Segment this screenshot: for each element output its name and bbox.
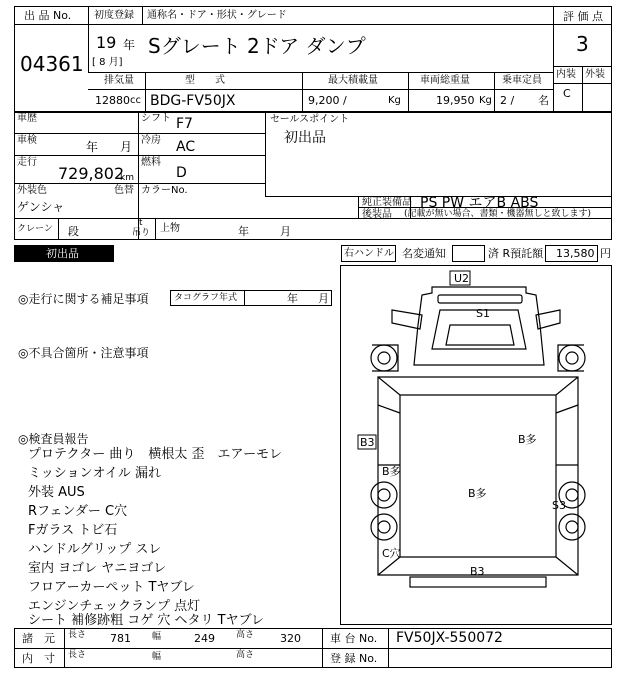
upper-year: 年 [238,225,249,238]
reg-no-label: 登 録 No. [330,652,378,665]
height-value: 320 [280,632,301,645]
capacity-unit: 名 [538,94,549,107]
inspector-line: 室内 ヨゴレ ヤニヨゴレ [28,561,167,576]
mileage-unit: km [120,173,134,183]
mark-b-many-center: B多 [468,487,487,500]
tachograph-year: 年 [287,292,298,305]
name-change-box [452,245,485,262]
reg-year-unit: 年 [123,38,136,52]
interior-dims-label: 内 寸 [22,652,55,665]
model-code: BDG-FV50JX [150,93,236,109]
shift-value: F7 [176,116,193,132]
sales-point-label: セールスポイント [270,114,350,125]
tachograph-label: タコグラフ年式 [174,293,238,303]
shift-label: シフト [141,113,171,124]
first-listing-text: 初出品 [46,247,79,260]
length-label: 長さ [68,650,87,660]
crane-hang: 吊り [132,228,151,238]
model-code-label: 型 式 [185,75,225,86]
mileage-value: 729,802 [58,164,125,183]
history-label: 車歴 [17,113,37,124]
inspector-label: ◎検査員報告 [18,432,89,446]
mark-s3: S3 [552,499,566,512]
displacement-unit: cc [130,95,141,106]
model-name-label: 通称名・ドア・形状・グレード [147,10,287,21]
truck-diagram [340,265,612,625]
gross-weight-label: 車両総重量 [420,75,470,86]
gross-weight-value: 19,950 [436,94,475,107]
reg-month: [ 8 月] [92,57,123,68]
reg-year: 19 [96,33,117,52]
first-listing-badge [14,245,114,262]
inspection-label: 車検 [17,135,37,146]
recycle-unit: 円 [600,247,611,260]
mark-c-hole: C穴 [382,547,401,560]
gross-weight-unit: Kg [479,95,492,106]
payload-unit: Kg [388,95,401,106]
length-value: 781 [110,632,131,645]
inspector-line: シート 補修跡粗 コゲ 穴 ヘタリ Tヤブレ [28,613,265,628]
lot-number: 04361 [20,52,84,76]
inspector-line: ハンドルグリップ スレ [28,542,162,557]
upper-month: 月 [280,225,291,238]
sales-point-value: 初出品 [284,130,326,146]
mark-u2: U2 [454,272,470,285]
width-value: 249 [194,632,215,645]
grade-label: 評 価 点 [563,10,603,23]
displacement-value: 12880 [95,94,130,107]
inspector-line: プロテクター 曲り 横根太 歪 エアーモレ [28,447,283,462]
steering-value: 右ハンドル [344,248,394,259]
recycle-amount: 13,580 [556,247,595,260]
ac-label: 冷房 [141,135,161,146]
width-label: 幅 [152,652,162,662]
inspector-line: ミッションオイル 漏れ [28,466,161,481]
fuel-label: 燃料 [141,157,161,168]
mark-s1: S1 [476,307,490,320]
mileage-label: 走行 [17,157,37,168]
inspector-line: フロアーカーペット Tヤブレ [28,580,195,595]
exterior-label: 外装 [585,69,605,80]
mark-b-many-right: B多 [518,433,537,446]
equipment-value: PS PW エアB ABS [420,195,539,211]
lot-label: 出 品 No. [24,9,72,22]
crane-label: クレーン [17,224,53,234]
ac-value: AC [176,139,196,155]
ext-color-label: 外装色 [17,185,47,196]
aftermarket-note: (記載が無い場合、書類・機器無しと致します) [404,209,592,219]
fuel-value: D [176,165,187,181]
capacity-label: 乗車定員 [502,75,542,86]
name-change-label: 名変通知 [402,247,446,260]
chassis-number: FV50JX-550072 [396,630,503,646]
capacity-value: 2 / [500,94,515,107]
inspection-year-unit: 年 [86,140,99,154]
mark-b3-rear: B3 [470,565,485,578]
payload-value: 9,200 / [308,94,347,107]
interior-label: 内装 [556,69,576,80]
upper-label: 上物 [160,223,180,234]
displacement-label: 排気量 [104,75,134,86]
mark-b-many-left: B多 [382,465,401,478]
grade-value: 3 [576,32,589,56]
driving-notes-label: ◎走行に関する補足事項 [18,292,149,306]
height-label: 高さ [236,630,255,640]
dims-label: 諸 元 [22,632,55,645]
color-code-label: カラーNo. [141,185,188,196]
first-reg-label: 初度登録 [94,10,134,21]
equipment-label: 純正装備品 [362,197,412,208]
inspection-month-unit: 月 [120,140,133,154]
interior-grade: C [563,87,571,100]
height-label: 高さ [236,650,255,660]
chassis-label: 車 台 No. [330,632,378,645]
crane-stage: 段 [68,225,79,238]
inspector-line: 外装 AUS [28,485,85,500]
aftermarket-label: 後装品 [362,209,392,220]
inspector-line: Rフェンダー C穴 [28,504,128,519]
recycle-label: 済 R預託額 [488,247,544,260]
width-label: 幅 [152,632,162,642]
inspector-line: Fガラス トビ石 [28,523,118,538]
inspector-line: エンジンチェックランプ 点灯 [28,599,201,614]
ext-color-value: ゲンシャ [17,200,65,214]
crane-ton: t [139,218,143,228]
color-change-label: 色替 [114,185,134,196]
mark-b3-left: B3 [360,436,375,449]
length-label: 長さ [68,630,87,640]
tachograph-month: 月 [318,292,329,305]
defect-label: ◎不具合箇所・注意事項 [18,346,149,360]
model-name: Sグレート 2ドア ダンプ [148,34,366,58]
payload-label: 最大積載量 [328,75,378,86]
